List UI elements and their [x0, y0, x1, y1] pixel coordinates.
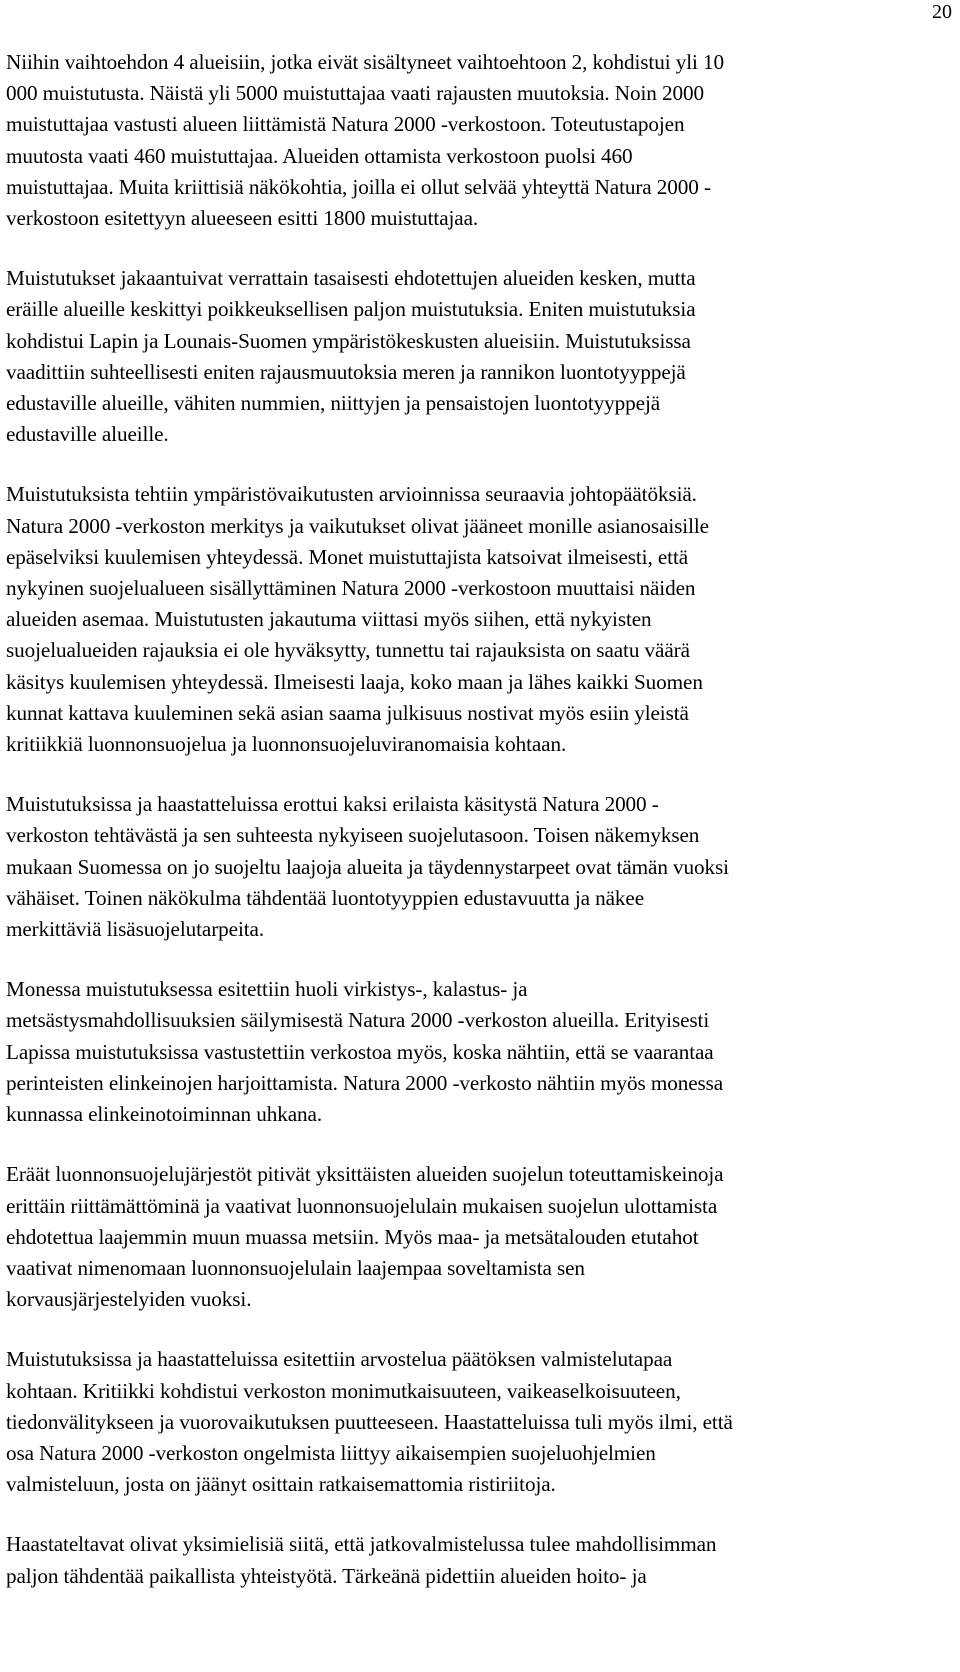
paragraph: [6, 1344, 954, 1500]
text-line: eräille alueille keskittyi poikkeuksellisen paljon muistutuksia. Eniten muistutuksia: [6, 297, 696, 322]
paragraph: [6, 47, 954, 234]
paragraph: [6, 974, 954, 1130]
text-line: muutosta vaati 460 muistuttajaa. Alueiden ottamista verkostoon puolsi 460: [6, 143, 633, 168]
text-line: epäselviksi kuulemisen yhteydessä. Monet muistuttajista katsoivat ilmeisesti, että: [6, 544, 689, 569]
text-line: osa Natura 2000 -verkoston ongelmista liittyy aikaisempien suojeluohjelmien: [6, 1440, 656, 1465]
text-line: ehdotettua laajemmin muun muassa metsiin. Myös maa- ja metsätalouden etutahot: [6, 1224, 699, 1249]
text-line: 000 muistutusta. Näistä yli 5000 muistuttajaa vaati rajausten muutoksia. Noin 2000: [6, 81, 704, 106]
paragraph: [6, 789, 954, 945]
text-line: nykyinen suojelualueen sisällyttäminen Natura 2000 -verkostoon muuttaisi näiden: [6, 576, 696, 601]
text-line: edustaville alueille, vähiten nummien, niittyjen ja pensaistojen luontotyyppejä: [6, 391, 661, 416]
text-line: Muistutuksista tehtiin ympäristövaikutusten arvioinnissa seuraavia johtopäätöksiä.: [6, 482, 697, 507]
text-line: muistuttajaa. Muita kriittisiä näkökohtia, joilla ei ollut selvää yhteyttä Natura 2000 -: [6, 174, 711, 199]
text-line: korvausjärjestelyiden vuoksi.: [6, 1287, 252, 1312]
text-line: edustaville alueille.: [6, 422, 169, 447]
text-line: Monessa muistutuksessa esitettiin huoli virkistys-, kalastus- ja: [6, 977, 528, 1002]
text-line: kohdistui Lapin ja Lounais-Suomen ympäristökeskusten alueisiin. Muistutuksissa: [6, 328, 691, 353]
text-line: vähäiset. Toinen näkökulma tähdentää luontotyyppien edustavuutta ja näkee: [6, 885, 645, 910]
text-line: muistuttajaa vastusti alueen liittämistä Natura 2000 -verkostoon. Toteutustapojen: [6, 112, 685, 137]
text-line: käsitys kuulemisen yhteydessä. Ilmeisesti laaja, koko maan ja lähes kaikki Suomen: [6, 669, 703, 694]
text-line: Haastateltavat olivat yksimielisiä siitä, että jatkovalmistelussa tulee mahdollisimman: [6, 1532, 717, 1557]
text-line: Lapissa muistutuksissa vastustettiin verkostoa myös, koska nähtiin, että se vaarantaa: [6, 1039, 714, 1064]
page-number: 20: [932, 1, 952, 23]
text-line: Eräät luonnonsuojelujärjestöt pitivät yksittäisten alueiden suojelun toteuttamiskeinoja: [6, 1162, 724, 1187]
text-line: valmisteluun, josta on jäänyt osittain ratkaisemattomia ristiriitoja.: [6, 1472, 556, 1497]
text-line: Muistutuksissa ja haastatteluissa erottui kaksi erilaista käsitystä Natura 2000 -: [6, 792, 659, 817]
text-line: paljon tähdentää paikallista yhteistyötä. Tärkeänä pidettiin alueiden hoito- ja: [6, 1563, 647, 1588]
text-line: vaativat nimenomaan luonnonsuojelulain laajempaa soveltamista sen: [6, 1255, 585, 1280]
text-line: verkostoon esitettyyn alueeseen esitti 1800 muistuttajaa.: [6, 206, 479, 231]
paragraph: [6, 1159, 954, 1315]
text-line: Natura 2000 -verkoston merkitys ja vaikutukset olivat jääneet monille asianosaisille: [6, 513, 709, 538]
text-line: kunnat kattava kuuleminen sekä asian saama julkisuus nostivat myös esiin yleistä: [6, 700, 689, 725]
paragraph: [6, 1529, 954, 1591]
text-line: mukaan Suomessa on jo suojeltu laajoja alueita ja täydennystarpeet ovat tämän vuoksi: [6, 854, 729, 879]
text-line: metsästysmahdollisuuksien säilymisestä Natura 2000 -verkoston alueilla. Erityisesti: [6, 1008, 710, 1033]
paragraph: [6, 479, 954, 760]
text-line: erittäin riittämättöminä ja vaativat luonnonsuojelulain mukaisen suojelun ulottamista: [6, 1193, 718, 1218]
text-line: tiedonvälitykseen ja vuorovaikutuksen puutteeseen. Haastatteluissa tuli myös ilmi, että: [6, 1409, 733, 1434]
text-line: Muistutukset jakaantuivat verrattain tasaisesti ehdotettujen alueiden kesken, mutta: [6, 266, 696, 291]
document-body: [6, 47, 954, 1621]
text-line: suojelualueiden rajauksia ei ole hyväksytty, tunnettu tai rajauksista on saatu väärä: [6, 638, 690, 663]
text-line: verkoston tehtävästä ja sen suhteesta nykyiseen suojelutasoon. Toisen näkemyksen: [6, 823, 700, 848]
text-line: Niihin vaihtoehdon 4 alueisiin, jotka eivät sisältyneet vaihtoehtoon 2, kohdistui yli 10: [6, 50, 724, 74]
text-line: perinteisten elinkeinojen harjoittamista. Natura 2000 -verkosto nähtiin myös monessa: [6, 1070, 724, 1095]
text-line: vaadittiin suhteellisesti eniten rajausmuutoksia meren ja rannikon luontotyyppejä: [6, 359, 686, 384]
text-line: alueiden asemaa. Muistutusten jakautuma viittasi myös siihen, että nykyisten: [6, 607, 652, 632]
text-line: kunnassa elinkeinotoiminnan uhkana.: [6, 1102, 323, 1127]
text-line: kohtaan. Kritiikki kohdistui verkoston monimutkaisuuteen, vaikeaselkoisuuteen,: [6, 1378, 681, 1403]
paragraph: [6, 263, 954, 450]
text-line: kritiikkiä luonnonsuojelua ja luonnonsuojeluviranomaisia kohtaan.: [6, 732, 567, 757]
text-line: Muistutuksissa ja haastatteluissa esitettiin arvostelua päätöksen valmistelutapaa: [6, 1347, 673, 1372]
text-line: merkittäviä lisäsuojelutarpeita.: [6, 917, 265, 942]
